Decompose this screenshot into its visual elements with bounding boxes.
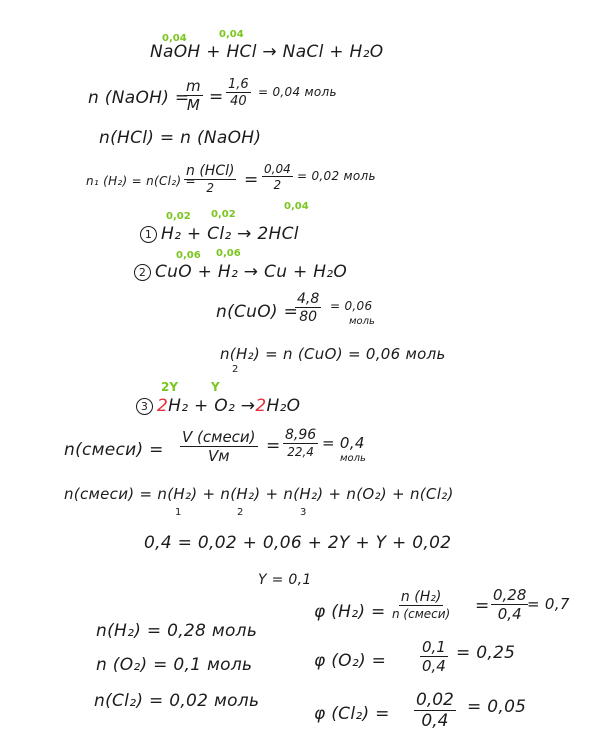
cuo-fraction-denominator: 80 bbox=[299, 309, 318, 325]
h2-fraction-denominator: 2 bbox=[206, 181, 215, 195]
naoh-fraction-numerator: m bbox=[186, 77, 201, 95]
final-h2-amount: n(H₂) = 0,28 моль bbox=[96, 621, 258, 641]
reaction-step-3-middle: H₂ + O₂ → bbox=[168, 396, 256, 416]
hcl-equals-naoh: n(HCl) = n (NaOH) bbox=[99, 128, 262, 148]
reaction-step-2-equation: CuO + H₂ → Cu + H₂O bbox=[155, 262, 348, 282]
mixture-fraction-values bbox=[283, 428, 318, 458]
mixture-equals: = bbox=[266, 436, 281, 456]
phi-h2-fraction-denominator: n (смеси) bbox=[392, 607, 451, 621]
r2-annotation-h2: 0,06 bbox=[216, 248, 241, 259]
phi-cl2-lhs: φ (Cl₂) = bbox=[314, 704, 390, 724]
h2-equals: = bbox=[244, 170, 259, 190]
reaction-step-1 bbox=[140, 226, 299, 243]
reaction-step-3-coefficient-h2: 2 bbox=[157, 396, 169, 416]
mixture-sum-equation: n(смеси) = n(H₂) + n(H₂) + n(H₂) + n(O₂) + n(Cl₂) bbox=[64, 485, 454, 503]
mixture-value-numerator: 8,96 bbox=[285, 427, 317, 443]
mixture-sum-subscript-3: 3 bbox=[300, 507, 307, 518]
step-number-2: 2 bbox=[134, 264, 151, 281]
phi-h2-result: = 0,7 bbox=[527, 595, 570, 613]
h2-result: = 0,02 моль bbox=[297, 169, 376, 183]
final-o2-amount: n (O₂) = 0,1 моль bbox=[96, 655, 253, 675]
cuo-unit: моль bbox=[349, 316, 375, 327]
cuo-fraction-numerator: 4,8 bbox=[297, 291, 320, 307]
h2-fraction-values bbox=[262, 163, 293, 191]
naoh-fraction-denominator: M bbox=[186, 96, 200, 114]
naoh-value-numerator: 1,6 bbox=[228, 77, 249, 92]
naoh-result: = 0,04 моль bbox=[258, 85, 337, 99]
phi-h2-lhs: φ (H₂) = bbox=[314, 602, 386, 622]
phi-h2-fraction-values bbox=[491, 588, 528, 622]
cuo-result: = 0,06 bbox=[330, 299, 373, 313]
r3-annotation-y: Y bbox=[211, 380, 220, 394]
final-cl2-amount: n(Cl₂) = 0,02 моль bbox=[94, 691, 260, 711]
step-number-3: 3 bbox=[136, 398, 153, 415]
step-number-1: 1 bbox=[140, 226, 157, 243]
r3-annotation-2y: 2Y bbox=[161, 380, 179, 394]
h2-cl2-lhs: n₁ (H₂) = n(Cl₂) = bbox=[86, 174, 196, 188]
phi-o2-fraction-denominator: 0,4 bbox=[422, 657, 446, 675]
phi-h2-equals: = bbox=[475, 596, 490, 616]
mixture-lhs: n(смеси) = bbox=[64, 440, 164, 460]
phi-cl2-fraction-numerator: 0,02 bbox=[416, 690, 454, 710]
reaction-step-2 bbox=[134, 264, 347, 281]
cuo-fraction bbox=[295, 292, 321, 324]
mixture-fraction-numerator: V (смеси) bbox=[182, 428, 256, 446]
mixture-value-denominator: 22,4 bbox=[287, 445, 314, 459]
h2-value-numerator: 0,04 bbox=[264, 162, 291, 176]
r1b-annotation-h2: 0,02 bbox=[166, 211, 191, 222]
phi-o2-result: = 0,25 bbox=[456, 643, 516, 663]
h2-value-denominator: 2 bbox=[273, 178, 282, 192]
phi-h2-value-denominator: 0,4 bbox=[497, 605, 522, 623]
reaction-step-3-coefficient-h2o: 2 bbox=[255, 396, 267, 416]
mixture-sum-subscript-1: 1 bbox=[175, 507, 182, 518]
mixture-unit: моль bbox=[340, 453, 366, 464]
reaction1-annotation-hcl: 0,04 bbox=[219, 29, 244, 40]
mixture-fraction-denominator: Vм bbox=[207, 447, 230, 465]
mixture-fraction-volume bbox=[180, 430, 258, 464]
phi-cl2-result: = 0,05 bbox=[467, 697, 527, 717]
reaction-step-3-product: H₂O bbox=[266, 396, 301, 416]
r2-annotation-cuo: 0,06 bbox=[176, 250, 201, 261]
r1b-annotation-cl2: 0,02 bbox=[211, 209, 236, 220]
naoh-fraction-values bbox=[226, 78, 251, 108]
mixture-result: = 0,4 bbox=[322, 434, 365, 452]
phi-o2-fraction-numerator: 0,1 bbox=[422, 638, 446, 656]
phi-h2-fraction-numerator: n (H₂) bbox=[400, 589, 442, 605]
h2-cuo-equation: n(H₂) = n (CuO) = 0,06 моль bbox=[220, 345, 446, 363]
phi-h2-value-numerator: 0,28 bbox=[493, 586, 527, 604]
reaction1-equation: NaOH + HCl → NaCl + H₂O bbox=[150, 42, 384, 62]
naoh-value-denominator: 40 bbox=[230, 94, 247, 109]
balance-equation: 0,4 = 0,02 + 0,06 + 2Y + Y + 0,02 bbox=[144, 533, 452, 553]
phi-cl2-fraction bbox=[414, 692, 456, 730]
cuo-lhs: n(CuO) = bbox=[216, 302, 299, 322]
reaction-step-1-equation: H₂ + Cl₂ → 2HCl bbox=[161, 224, 299, 244]
phi-o2-lhs: φ (O₂) = bbox=[314, 651, 387, 671]
phi-o2-fraction bbox=[420, 640, 448, 674]
h2-fraction-nhcl-over-2 bbox=[184, 164, 236, 194]
phi-cl2-fraction-denominator: 0,4 bbox=[421, 711, 449, 731]
phi-h2-fraction bbox=[392, 590, 450, 620]
h2-cuo-subscript: 2 bbox=[232, 364, 239, 375]
mixture-sum-subscript-2: 2 bbox=[237, 507, 244, 518]
naoh-equals: = bbox=[209, 87, 224, 107]
naoh-lhs: n (NaOH) = bbox=[88, 88, 190, 108]
naoh-fraction-m-over-M bbox=[184, 79, 203, 113]
reaction1-annotation-naoh: 0,04 bbox=[162, 33, 187, 44]
y-value: Y = 0,1 bbox=[258, 572, 312, 588]
reaction-step-3 bbox=[136, 398, 300, 415]
r1b-annotation-hcl: 0,04 bbox=[284, 201, 309, 212]
h2-fraction-numerator: n (HCl) bbox=[186, 163, 235, 179]
